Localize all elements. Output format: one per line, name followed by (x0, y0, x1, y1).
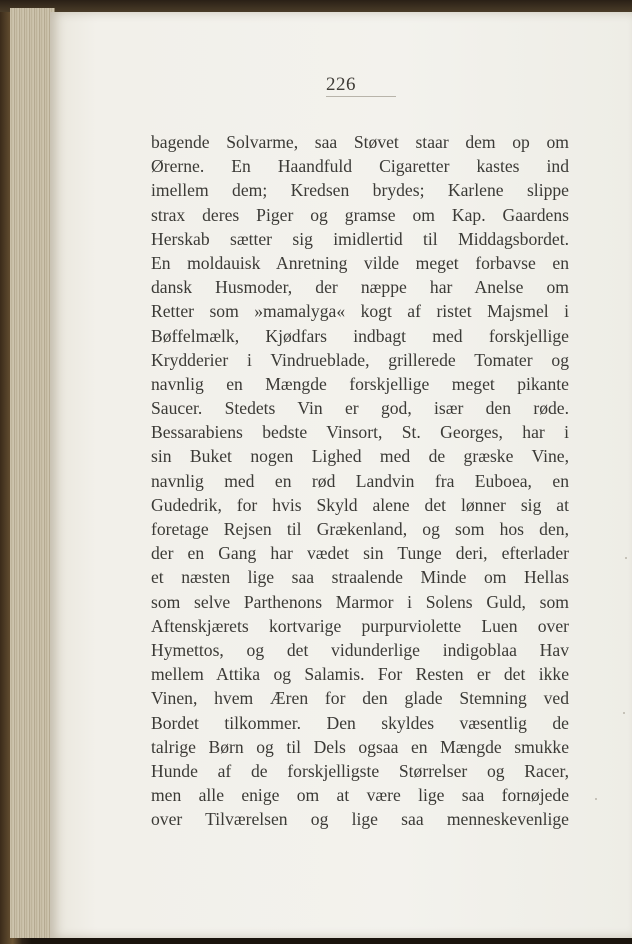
text-line: navnlig med en rød Landvin fra Euboea, en (151, 470, 569, 491)
text-line: som selve Parthenons Marmor i Solens Guld, som (151, 591, 569, 612)
text-line: der en Gang har vædet sin Tunge deri, efterlader (151, 543, 569, 564)
text-line: Herskab sætter sig imidlertid til Middagsbordet. (151, 228, 569, 249)
page-edges (10, 8, 55, 938)
text-line: bagende Solvarme, saa Støvet staar dem op om (151, 132, 569, 152)
text-line: sin Buket nogen Lighed med de græske Vine, (151, 446, 569, 467)
text-line: imellem dem; Kredsen brydes; Karlene slippe (151, 180, 569, 201)
text-line: men alle enige om at være lige saa fornøjede (151, 785, 569, 806)
page-number-rule (326, 96, 396, 97)
text-line: Hymettos, og det vidunderlige indigoblaa Hav (151, 639, 569, 660)
body-text (151, 130, 569, 831)
margin-speck (625, 557, 627, 559)
book-page (50, 12, 632, 938)
text-line: over Tilværelsen og lige saa menneskevenlige (151, 809, 569, 830)
text-line: En moldauisk Anretning vilde meget forbavse en (151, 252, 569, 273)
text-line: Gudedrik, for hvis Skyld alene det lønner sig at (151, 494, 569, 515)
text-line: Saucer. Stedets Vin er god, især den røde. (151, 398, 569, 419)
text-line: Hunde af de forskjelligste Størrelser og Racer, (151, 760, 569, 781)
text-line: et næsten lige saa straalende Minde om Hellas (151, 567, 569, 588)
text-line: Krydderier i Vindrueblade, grillerede Tomater og (151, 349, 569, 370)
text-line: strax deres Piger og gramse om Kap. Gaardens (151, 204, 569, 225)
text-line: talrige Børn og til Dels ogsaa en Mængde smukke (151, 736, 569, 757)
scan-top-edge (0, 0, 632, 12)
text-line: Retter som »mamalyga« kogt af ristet Majsmel i (151, 301, 569, 322)
page-number: 226 (326, 74, 356, 95)
text-line: Vinen, hvem Æren for den glade Stemning ved (151, 688, 569, 709)
text-line: Bøffelmælk, Kjødfars indbagt med forskjellige (151, 325, 569, 346)
margin-speck (623, 712, 625, 714)
text-line: Aftenskjærets kortvarige purpurviolette Luen over (151, 615, 569, 636)
margin-speck (595, 798, 597, 800)
text-line: dansk Husmoder, der næppe har Anelse om (151, 277, 569, 298)
text-line: Ørerne. En Haandfuld Cigaretter kastes ind (151, 156, 569, 177)
text-line: navnlig en Mængde forskjellige meget pikante (151, 373, 569, 394)
text-line: Bessarabiens bedste Vinsort, St. Georges, har i (151, 422, 569, 443)
text-line: Bordet tilkommer. Den skyldes væsentlig de (151, 712, 569, 733)
text-line: mellem Attika og Salamis. For Resten er det ikke (151, 664, 569, 685)
text-line: foretage Rejsen til Grækenland, og som hos den, (151, 519, 569, 539)
